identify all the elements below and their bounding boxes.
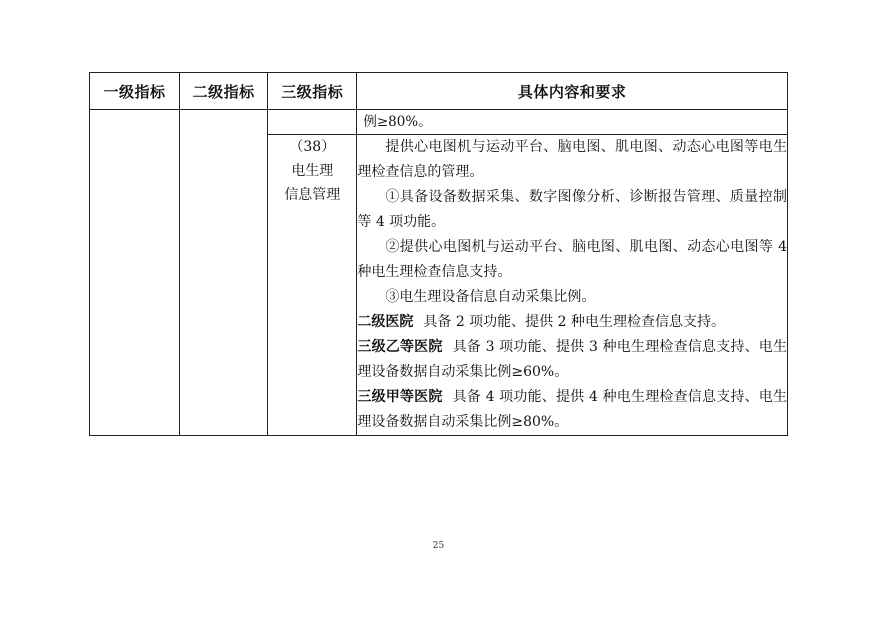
requirement-item-1: ①具备设备数据采集、数字图像分析、诊断报告管理、质量控制等 4 项功能。 (357, 189, 787, 230)
level1-cell (90, 110, 180, 436)
continuation-text: 例≥80%。 (363, 114, 432, 130)
level3-cell (268, 135, 357, 436)
level2-cell (180, 110, 268, 436)
grade-text: 具备 3 项功能、提供 3 种电生理检查信息支持、电生理设备数据自动采集比例≥60%。 (357, 339, 787, 380)
requirements-cell (357, 135, 788, 436)
header-level3: 三级指标 (268, 73, 357, 110)
grade-text: 具备 2 项功能、提供 2 种电生理检查信息支持。 (423, 314, 725, 330)
page-number: 25 (432, 541, 445, 551)
grade-label: 二级医院 (357, 314, 414, 330)
level3-name-line2: 信息管理 (284, 187, 341, 203)
table-row (90, 110, 788, 135)
level3-name-line1: 电生理 (291, 163, 334, 179)
grade-tertiary-b-hospital (357, 335, 787, 385)
level3-number: （38） (289, 139, 336, 155)
requirement-item-2: ②提供心电图机与运动平台、脑电图、肌电图、动态心电图等 4 种电生理检查信息支持。 (357, 239, 787, 280)
header-level1: 一级指标 (90, 73, 180, 110)
grade-text: 具备 4 项功能、提供 4 种电生理检查信息支持、电生理设备数据自动采集比例≥80%。 (357, 389, 787, 430)
continuation-cell (357, 110, 788, 135)
grade-label: 三级甲等医院 (357, 389, 443, 405)
requirement-intro: 提供心电图机与运动平台、脑电图、肌电图、动态心电图等电生理检查信息的管理。 (357, 139, 787, 180)
header-level2: 二级指标 (180, 73, 268, 110)
grade-label: 三级乙等医院 (357, 339, 443, 355)
header-requirements: 具体内容和要求 (357, 73, 788, 110)
indicator-table (89, 72, 788, 436)
grade-secondary-hospital (357, 310, 787, 335)
grade-tertiary-a-hospital (357, 385, 787, 435)
table-header-row (90, 73, 788, 110)
level3-cell-empty (268, 110, 357, 135)
requirement-item-3: ③电生理设备信息自动采集比例。 (385, 289, 596, 305)
